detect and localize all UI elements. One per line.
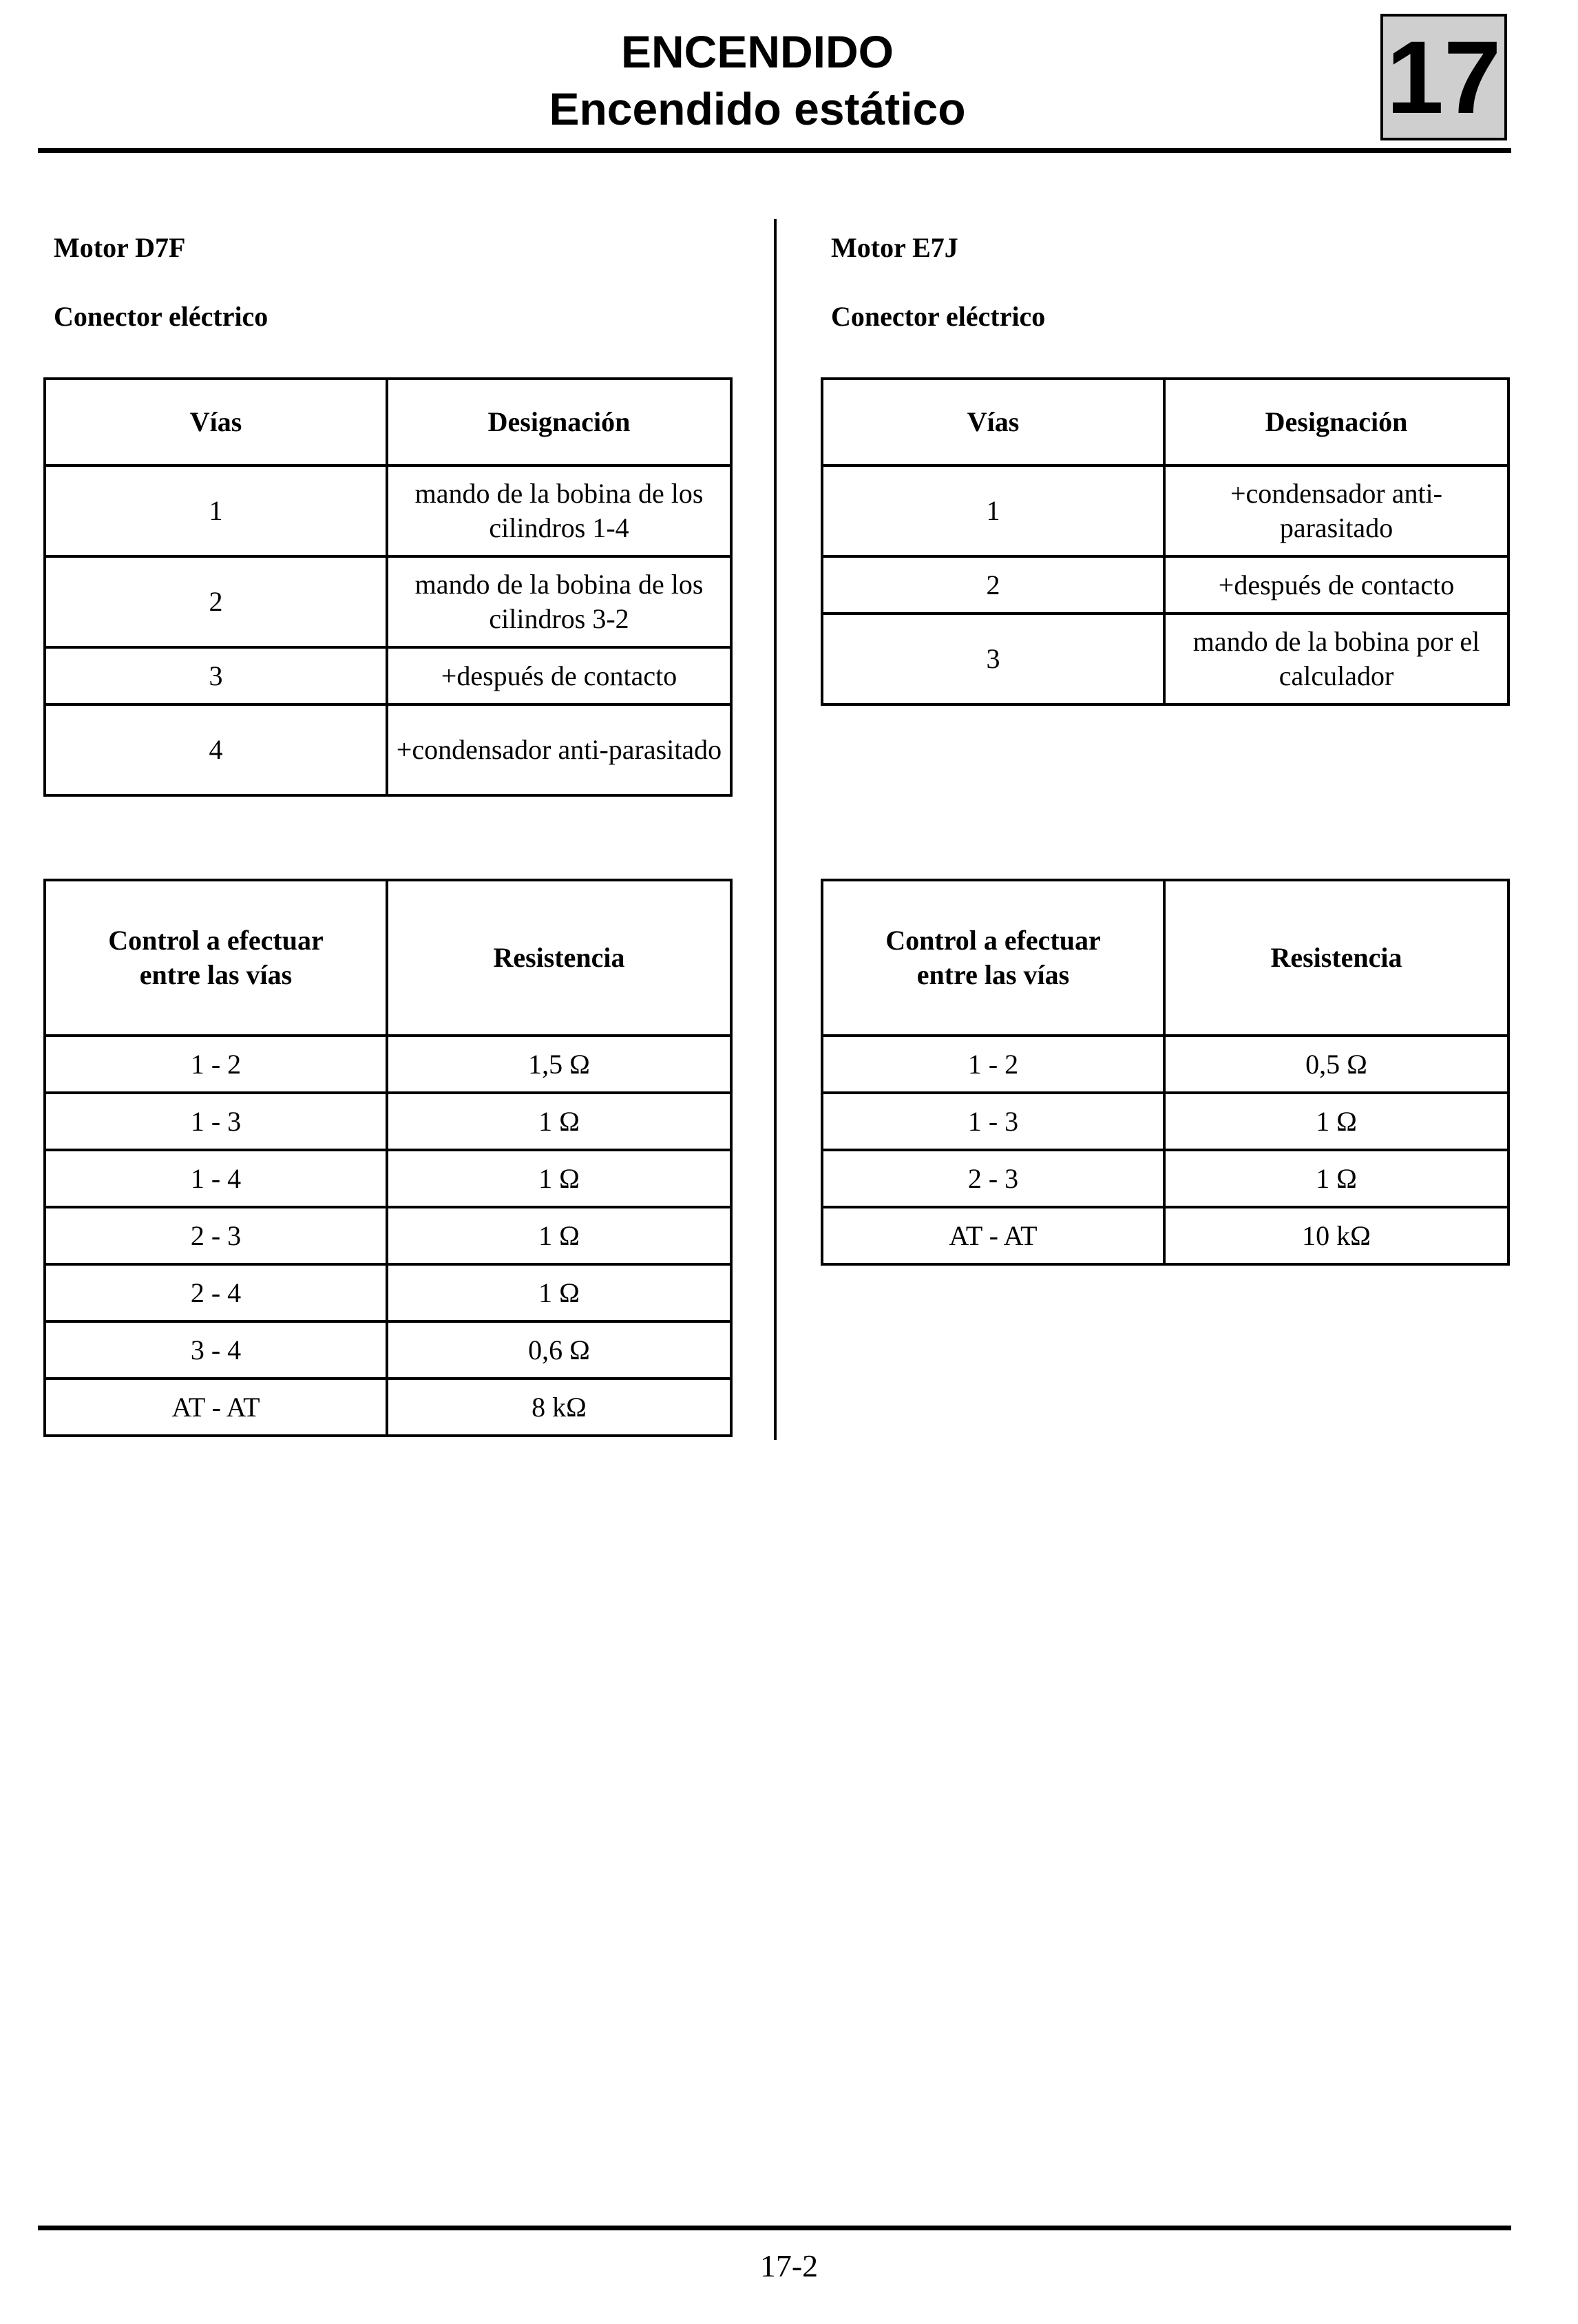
column-header-designacion: Designación [1164, 379, 1508, 465]
table-cell: 4 [45, 704, 387, 795]
table-cell: +condensador anti-parasitado [387, 704, 731, 795]
table-cell: 2 - 4 [45, 1264, 387, 1321]
motor-label-left: Motor D7F [54, 232, 186, 263]
column-header-vias: Vías [45, 379, 387, 465]
table-row [822, 1036, 1508, 1093]
table-cell: 3 [45, 647, 387, 704]
table-cell: 0,5 Ω [1164, 1036, 1508, 1093]
table-cell: mando de la bobina de los cilindros 3-2 [387, 556, 731, 647]
table-cell: 3 [822, 614, 1164, 704]
table-cell: AT - AT [45, 1379, 387, 1436]
table-cell: mando de la bobina por el calculador [1164, 614, 1508, 704]
table-cell: 1 - 2 [45, 1036, 387, 1093]
table-row [45, 1036, 731, 1093]
table-row [45, 556, 731, 647]
table-row [822, 1207, 1508, 1264]
page-subtitle: Encendido estático [549, 83, 966, 134]
table-cell: 2 [45, 556, 387, 647]
table-row [45, 1093, 731, 1150]
table-row [822, 556, 1508, 614]
table-cell: +después de contacto [387, 647, 731, 704]
table-cell: 3 - 4 [45, 1321, 387, 1379]
table-row [822, 1150, 1508, 1207]
resistance-table-left [43, 879, 733, 1437]
table-cell: AT - AT [822, 1207, 1164, 1264]
column-header-designacion: Designación [387, 379, 731, 465]
table-cell: 1 - 3 [822, 1093, 1164, 1150]
table-row [45, 1264, 731, 1321]
table-row [45, 704, 731, 795]
table-cell: 1 Ω [1164, 1150, 1508, 1207]
header-rule [38, 148, 1511, 153]
column-header-resistencia: Resistencia [1164, 880, 1508, 1036]
motor-label-right: Motor E7J [831, 232, 958, 263]
table-row [822, 614, 1508, 704]
table-row [45, 1321, 731, 1379]
table-cell: 1 - 2 [822, 1036, 1164, 1093]
connector-label-left: Conector eléctrico [54, 301, 269, 332]
table-cell: 2 - 3 [45, 1207, 387, 1264]
page-title: ENCENDIDO [620, 26, 894, 77]
resistance-table-right [821, 879, 1510, 1266]
table-cell: 2 [822, 556, 1164, 614]
table-cell: 1 Ω [387, 1207, 731, 1264]
table-cell: 1,5 Ω [387, 1036, 731, 1093]
connector-table-left [43, 377, 733, 797]
column-header-control: Control a efectuar entre las vías [45, 880, 387, 1036]
table-cell: 0,6 Ω [387, 1321, 731, 1379]
table-cell: 1 - 4 [45, 1150, 387, 1207]
column-header-control: Control a efectuar entre las vías [822, 880, 1164, 1036]
column-header-resistencia: Resistencia [387, 880, 731, 1036]
chapter-number-box: 17 [1380, 14, 1507, 140]
page-number: 17-2 [759, 2248, 819, 2283]
table-cell: 2 - 3 [822, 1150, 1164, 1207]
connector-table-right [821, 377, 1510, 706]
table-row [45, 1207, 731, 1264]
table-row [822, 1093, 1508, 1150]
table-cell: 1 [822, 465, 1164, 556]
table-cell: +condensador anti-parasitado [1164, 465, 1508, 556]
table-cell: 1 Ω [1164, 1093, 1508, 1150]
table-cell: +después de contacto [1164, 556, 1508, 614]
table-row [45, 1150, 731, 1207]
connector-label-right: Conector eléctrico [831, 301, 1046, 332]
table-cell: 8 kΩ [387, 1379, 731, 1436]
column-divider [774, 219, 777, 1440]
table-cell: 1 [45, 465, 387, 556]
column-header-vias: Vías [822, 379, 1164, 465]
table-cell: mando de la bobina de los cilindros 1-4 [387, 465, 731, 556]
table-cell: 10 kΩ [1164, 1207, 1508, 1264]
table-row [45, 1379, 731, 1436]
table-cell: 1 Ω [387, 1150, 731, 1207]
table-row [45, 465, 731, 556]
table-row [45, 647, 731, 704]
footer-rule [38, 2226, 1511, 2230]
table-cell: 1 Ω [387, 1093, 731, 1150]
table-cell: 1 Ω [387, 1264, 731, 1321]
table-row [822, 465, 1508, 556]
table-cell: 1 - 3 [45, 1093, 387, 1150]
